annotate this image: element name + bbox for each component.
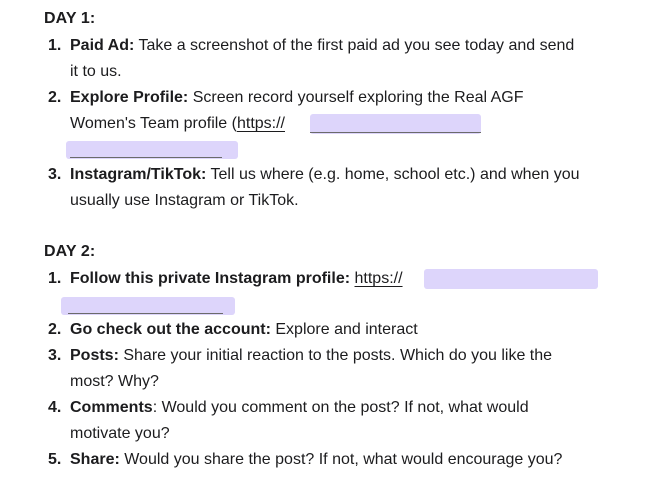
item-body-continued: most? Why? xyxy=(70,373,159,390)
item-label: Share: xyxy=(70,451,120,468)
list-number: 1. xyxy=(48,37,62,54)
profile-link[interactable]: https:// xyxy=(236,115,285,132)
list-number: 1. xyxy=(48,270,62,287)
day-1-item-1 xyxy=(44,33,644,85)
list-number: 2. xyxy=(48,321,62,338)
redacted-link-block xyxy=(310,114,481,134)
list-item-text xyxy=(70,343,644,395)
item-body-continued: motivate you? xyxy=(70,425,170,442)
item-body: Share your initial reaction to the posts. Which do you like the xyxy=(118,347,553,364)
day-2-item-4 xyxy=(44,395,644,447)
item-body-continued: usually use Instagram or TikTok. xyxy=(70,192,299,209)
day-1-heading: DAY 1: xyxy=(44,10,96,27)
day-2-item-2 xyxy=(44,317,644,343)
link-underline xyxy=(310,132,481,133)
item-body: Screen record yourself exploring the Real AGF xyxy=(188,89,524,106)
list-item-text xyxy=(70,317,644,343)
list-item-text xyxy=(70,447,644,473)
item-body: : Would you comment on the post? If not, what would xyxy=(152,399,529,416)
item-body: Would you share the post? If not, what would encourage you? xyxy=(119,451,563,468)
list-number: 2. xyxy=(48,89,62,106)
list-number: 4. xyxy=(48,399,62,416)
link-underline xyxy=(70,157,222,158)
day-2-item-5 xyxy=(44,447,644,473)
item-body-continued: it to us. xyxy=(70,63,122,80)
day-1-item-3 xyxy=(44,162,644,214)
list-number: 5. xyxy=(48,451,62,468)
list-number: 3. xyxy=(48,166,62,183)
list-item-text xyxy=(70,395,644,447)
item-body: Tell us where (e.g. home, school etc.) and when you xyxy=(206,166,580,183)
list-item-text xyxy=(70,162,644,214)
day-2-heading: DAY 2: xyxy=(44,243,96,260)
item-label: Comments xyxy=(70,399,153,416)
day-2-item-3 xyxy=(44,343,644,395)
item-label: Go check out the account: xyxy=(70,321,271,338)
link-underline xyxy=(68,313,223,314)
item-body: Explore and interact xyxy=(270,321,418,338)
item-body-continued: Women's Team profile ( xyxy=(70,115,237,132)
item-label: Follow this private Instagram profile: xyxy=(70,270,351,287)
item-body: Take a screenshot of the first paid ad you see today and send xyxy=(134,37,575,54)
item-label: Explore Profile: xyxy=(70,89,189,106)
redacted-link-block xyxy=(424,269,598,289)
item-label: Paid Ad: xyxy=(70,37,135,54)
private-profile-link[interactable]: https:// xyxy=(354,270,403,287)
list-item-text xyxy=(70,33,644,85)
item-label: Posts: xyxy=(70,347,119,364)
list-number: 3. xyxy=(48,347,62,364)
item-label: Instagram/TikTok: xyxy=(70,166,207,183)
